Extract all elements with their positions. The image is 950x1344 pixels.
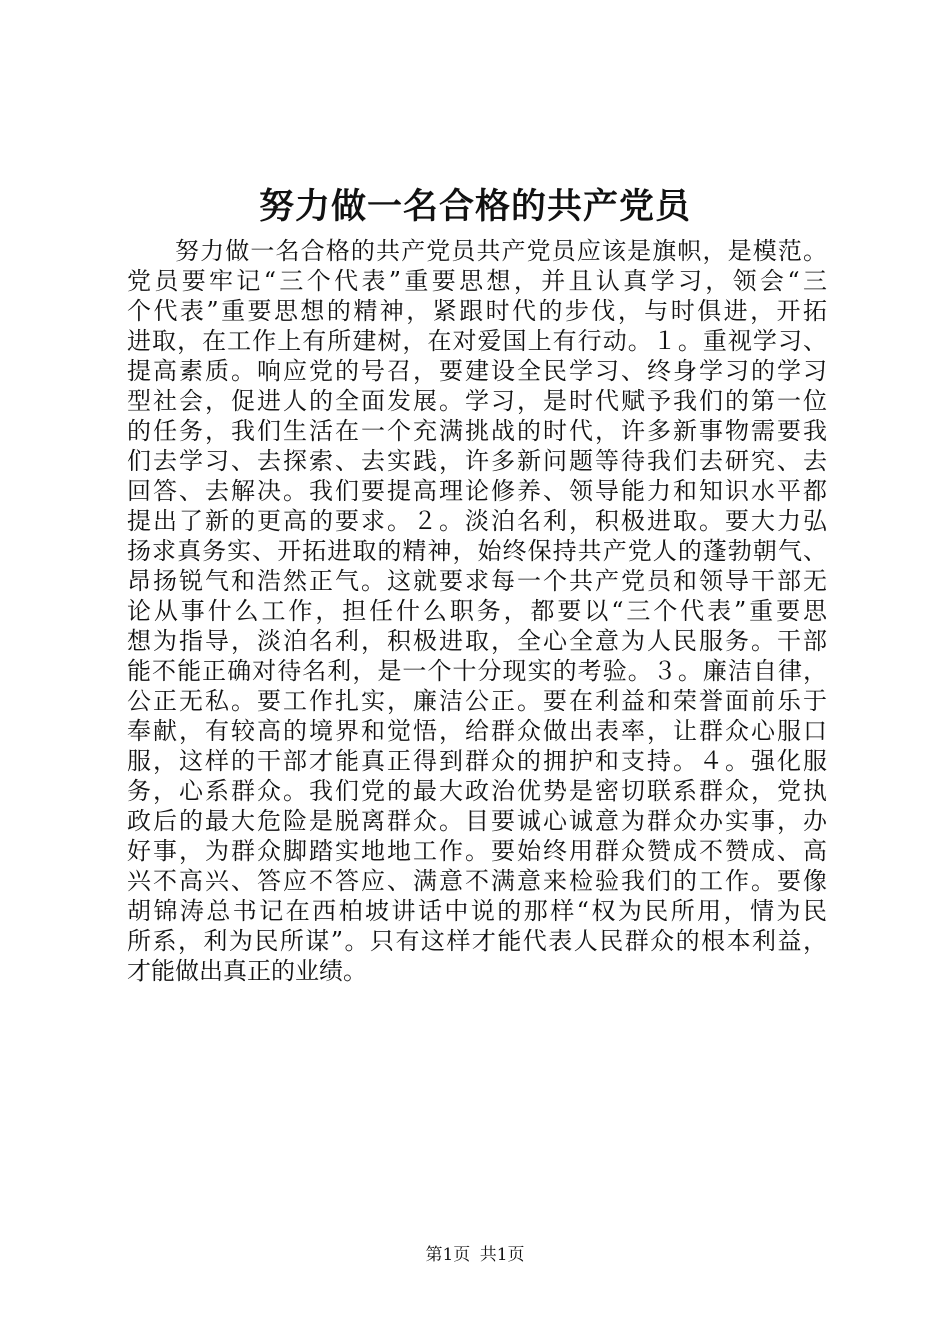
body-line: 服，这样的干部才能真正得到群众的拥护和支持。４。强化服 — [127, 747, 827, 775]
body-line: 努力做一名合格的共产党员共产党员应该是旗帜，是模范。 — [175, 237, 827, 265]
body-line: 型社会，促进人的全面发展。学习，是时代赋予我们的第一位 — [127, 387, 827, 415]
body-line: 昂扬锐气和浩然正气。这就要求每一个共产党员和领导干部无 — [127, 567, 827, 595]
body-line: 们去学习、去探索、去实践，许多新问题等待我们去研究、去 — [127, 447, 827, 475]
body-line: 党员要牢记“三个代表”重要思想，并且认真学习，领会“三 — [127, 267, 827, 295]
body-line: 回答、去解决。我们要提高理论修养、领导能力和知识水平都 — [127, 477, 827, 505]
body-line: 提高素质。响应党的号召，要建设全民学习、终身学习的学习 — [127, 357, 827, 385]
body-line: 提出了新的更高的要求。２。淡泊名利，积极进取。要大力弘 — [127, 507, 827, 535]
body-line: 个代表”重要思想的精神，紧跟时代的步伐，与时俱进，开拓 — [127, 297, 827, 325]
document-body — [127, 236, 827, 986]
body-line: 扬求真务实、开拓进取的精神，始终保持共产党人的蓬勃朝气、 — [127, 537, 827, 565]
body-line: 兴不高兴、答应不答应、满意不满意来检验我们的工作。要像 — [127, 867, 827, 895]
body-line: 奉献，有较高的境界和觉悟，给群众做出表率，让群众心服口 — [127, 717, 827, 745]
body-line: 论从事什么工作，担任什么职务，都要以“三个代表”重要思 — [127, 597, 827, 625]
body-line: 务，心系群众。我们党的最大政治优势是密切联系群众，党执 — [127, 777, 827, 805]
body-line: 所系，利为民所谋”。只有这样才能代表人民群众的根本利益， — [127, 927, 827, 955]
body-line: 公正无私。要工作扎实，廉洁公正。要在利益和荣誉面前乐于 — [127, 687, 827, 715]
body-line: 能不能正确对待名利，是一个十分现实的考验。３。廉洁自律， — [127, 657, 827, 685]
page-total: 共1页 — [479, 1245, 525, 1265]
body-line: 政后的最大危险是脱离群众。目要诚心诚意为群众办实事，办 — [127, 807, 827, 835]
page-number: 第1页 — [425, 1245, 471, 1265]
page-footer — [0, 1243, 950, 1267]
body-line: 想为指导，淡泊名利，积极进取，全心全意为人民服务。干部 — [127, 627, 827, 655]
body-line: 胡锦涛总书记在西柏坡讲话中说的那样“权为民所用，情为民 — [127, 897, 827, 925]
document-title: 努力做一名合格的共产党员 — [258, 186, 691, 227]
body-line: 进取，在工作上有所建树，在对爱国上有行动。１。重视学习、 — [127, 327, 827, 355]
body-line: 才能做出真正的业绩。 — [127, 957, 367, 985]
body-line: 好事，为群众脚踏实地地工作。要始终用群众赞成不赞成、高 — [127, 837, 827, 865]
body-line: 的任务，我们生活在一个充满挑战的时代，许多新事物需要我 — [127, 417, 827, 445]
